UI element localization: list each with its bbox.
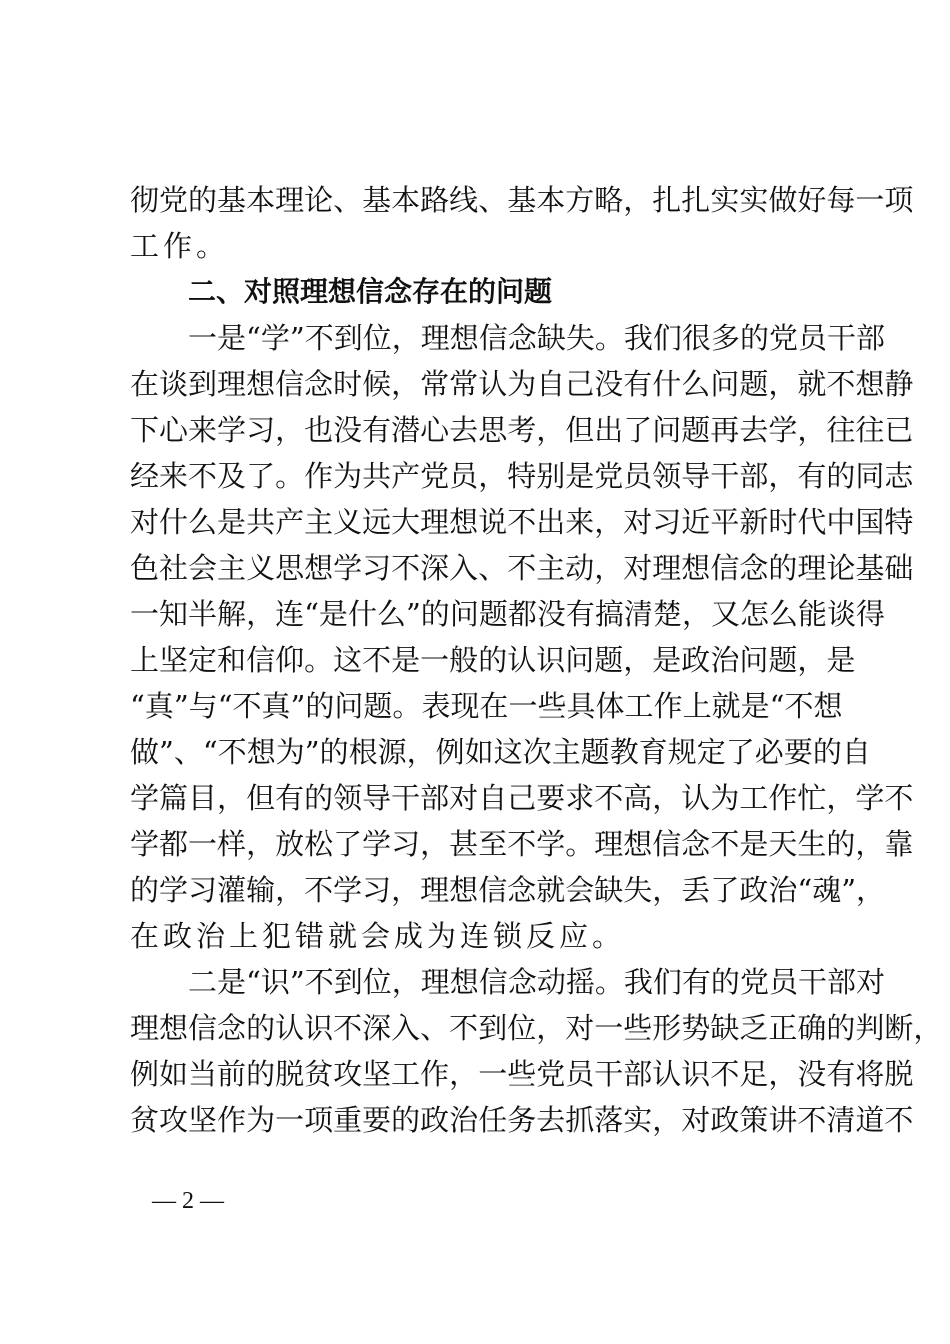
text-line: 一 知 半 解 ， 连 “ 是 什 么 ” 的 问 题 都 没 有 搞 清 楚 ， 又 怎 么 能 谈 得 [130, 597, 886, 631]
text-line: 经 来 不 及 了 。 作 为 共 产 党 员 ， 特 别 是 党 员 领 导 干 部 ， 有 的 同 志 [130, 459, 914, 493]
paragraph-first-line: 二 是 “ 识 ” 不 到 位 ， 理 想 信 念 动 摇 。 我 们 有 的 党 员 干 部 对 [188, 965, 886, 999]
text-line: 学 都 一 样 ， 放 松 了 学 习 ， 甚 至 不 学 。 理 想 信 念 不 是 天 生 的 ， 靠 [130, 827, 914, 861]
document-body [130, 177, 943, 1143]
text-line: 对 什 么 是 共 产 主 义 远 大 理 想 说 不 出 来 ， 对 习 近 平 新 时 代 中 国 特 [130, 505, 914, 539]
paragraph-first-line: 一 是 “ 学 ” 不 到 位 ， 理 想 信 念 缺 失 。 我 们 很 多 的 党 员 干 部 [188, 321, 886, 355]
text-line: 的 学 习 灌 输 ， 不 学 习 ， 理 想 信 念 就 会 缺 失 ， 丢 了 政 治 “ 魂 ” ， [130, 873, 886, 907]
section-heading: 二、对照理想信念存在的问题 [188, 275, 553, 308]
text-line: 彻 党 的 基 本 理 论 、 基 本 路 线 、 基 本 方 略 ， 扎 扎 实 实 做 好 每 一 项 [130, 183, 914, 217]
text-line: 做 ” 、 “ 不 想 为 ” 的 根 源 ， 例 如 这 次 主 题 教 育 规 定 了 必 要 的 自 [130, 735, 871, 769]
text-line: 学 篇 目 ， 但 有 的 领 导 干 部 对 自 己 要 求 不 高 ， 认 为 工 作 忙 ， 学 不 [130, 781, 914, 815]
text-line: 工作。 [130, 229, 230, 263]
text-line: 色 社 会 主 义 思 想 学 习 不 深 入 、 不 主 动 ， 对 理 想 信 念 的 理 论 基 础 [130, 551, 914, 585]
text-line: 在政治上犯错就会成为连锁反应。 [130, 919, 626, 953]
text-line: 在 谈 到 理 想 信 念 时 候 ， 常 常 认 为 自 己 没 有 什 么 问 题 ， 就 不 想 静 [130, 367, 914, 401]
text-line: 贫 攻 坚 作 为 一 项 重 要 的 政 治 任 务 去 抓 落 实 ， 对 政 策 讲 不 清 道 不 [130, 1103, 914, 1137]
page-number: — 2 — [152, 1188, 224, 1214]
text-line: 上 坚 定 和 信 仰 。 这 不 是 一 般 的 认 识 问 题 ， 是 政 治 问 题 ， 是 [130, 643, 856, 677]
text-line: 下 心 来 学 习 ， 也 没 有 潜 心 去 思 考 ， 但 出 了 问 题 再 去 学 ， 往 往 已 [130, 413, 914, 447]
text-line: 理 想 信 念 的 认 识 不 深 入 、 不 到 位 ， 对 一 些 形 势 缺 乏 正 确 的 判 断 ， [130, 1011, 943, 1045]
text-line: 例 如 当 前 的 脱 贫 攻 坚 工 作 ， 一 些 党 员 干 部 认 识 不 足 ， 没 有 将 脱 [130, 1057, 914, 1091]
text-line: “ 真 ” 与 “ 不 真 ” 的 问 题 。 表 现 在 一 些 具 体 工 作 上 就 是 “ 不 想 [130, 689, 843, 723]
